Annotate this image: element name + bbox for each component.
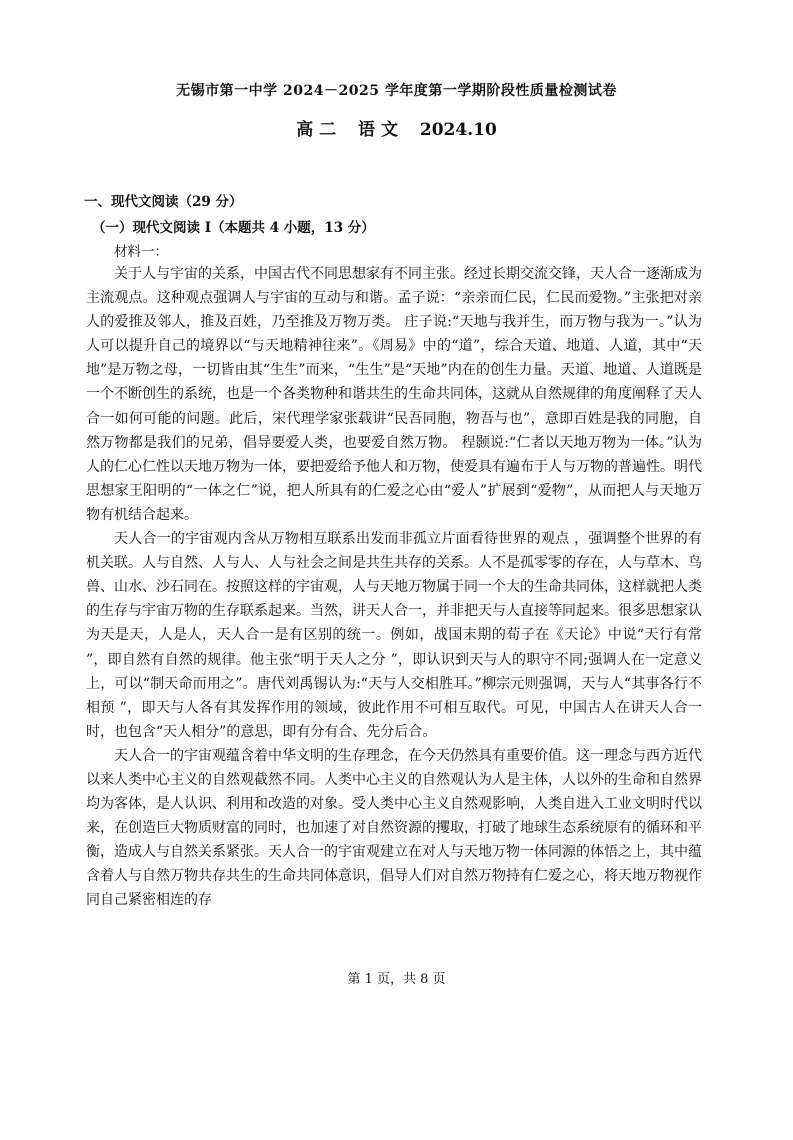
exam-date: 2024.10 [419, 120, 497, 140]
section-heading: 一、现代文阅读（29 分） [84, 194, 243, 210]
paragraph: 天人合一的宇宙观内含从万物相互联系出发而非孤立片面看待世界的观点 ，强调整个世界的有机关联。人与自然、人与人、人与社会之间是共生共存的关系。人不是孤零零的存在，人与草木、鸟兽、山水、沙石同在。按照这样的宇宙观，人与天地万物属于同一个大的生命共同体，这样就把人类的生存与宇宙万物的生存联系起来。当然，讲天人合一，并非把天与人直接等同起来。很多思想家认为天是天，人是人，天人合一是有区别的统一。例如，战国末期的荀子在《天论》中说“天行有常 ”，即自然有自然的规律。他主张“明于天人之分 ”，即认识到天与人的职守不同;强调人在一定意义上，可以“制天命而用之”。唐代刘禹锡认为:“天与人交相胜耳。”柳宗元则强调，天与人“其事各行不相预 ”，即天与人各有其发挥作用的领域，彼此作用不可相互取代。可见，中国古人在讲天人合一时，也包含“天人相分”的意思，即有分有合、先分后合。 [86, 531, 702, 740]
exam-title: 无锡市第一中学 2024－2025 学年度第一学期阶段性质量检测试卷 [176, 83, 617, 99]
grade-label: 高 二 [296, 120, 337, 140]
paragraph: 关于人与宇宙的关系，中国古代不同思想家有不同主张。经过长期交流交锋，天人合一逐渐成为主流观点。这种观点强调人与宇宙的互动与和谐。孟子说：“亲亲而仁民，仁民而爱物。”主张把对亲人的爱推及邻人，推及百姓，乃至推及万物万类。 庄子说:“天地与我并生，而万物与我为一。”认为人可以提升自己的境界以“与天地精神往来”。《周易》中的“道”，综合天道、地道、人道，其中“天地”是万物之母，一切皆由其“生生”而来，“生生”是“天地”内在的创生力量。天道、地道、人道既是一个不断创生的系统，也是一个各类物种和谐共生的生命共同体，这就从自然规律的角度阐释了天人合一如何可能的问题。此后，宋代理学家张载讲“民吾同胞，物吾与也”，意即百姓是我的同胞，自然万物都是我们的兄弟，倡导要爱人类，也要爱自然万物。 程颢说:“仁者以天地万物为一体。”认为人的仁心仁性以天地万物为一体，要把爱给予他人和万物，使爱具有遍布于人与万物的普遍性。明代思想家王阳明的“一体之仁”说，把人所具有的仁爱之心由“爱人”扩展到“爱物”，从而把人与天地万物有机结合起来。 [86, 266, 702, 523]
subject-label: 语 文 [358, 120, 398, 140]
page-number: 第 1 页，共 8 页 [347, 972, 446, 987]
reading-passage [86, 262, 702, 913]
paragraph: 天人合一的宇宙观蕴含着中华文明的生存理念，在今天仍然具有重要价值。这一理念与西方近代以来人类中心主义的自然观截然不同。人类中心主义的自然观认为人是主体，人以外的生命和自然界均为客体，是人认识、利用和改造的对象。受人类中心主义自然观影响，人类自进入工业文明时代以来，在创造巨大物质财富的同时，也加速了对自然资源的攫取，打破了地球生态系统原有的循环和平衡，造成人与自然关系紧张。天人合一的宇宙观建立在对人与天地万物一体同源的体悟之上，其中蕴含着人与自然万物共存共生的生命共同体意识，倡导人们对自然万物持有仁爱之心，将天地万物视作同自己紧密相连的存 [86, 747, 702, 909]
material-label: 材料一： [114, 244, 168, 260]
exam-subtitle [0, 115, 793, 140]
subsection-heading: （一）现代文阅读 I（本题共 4 小题，13 分） [92, 220, 375, 236]
